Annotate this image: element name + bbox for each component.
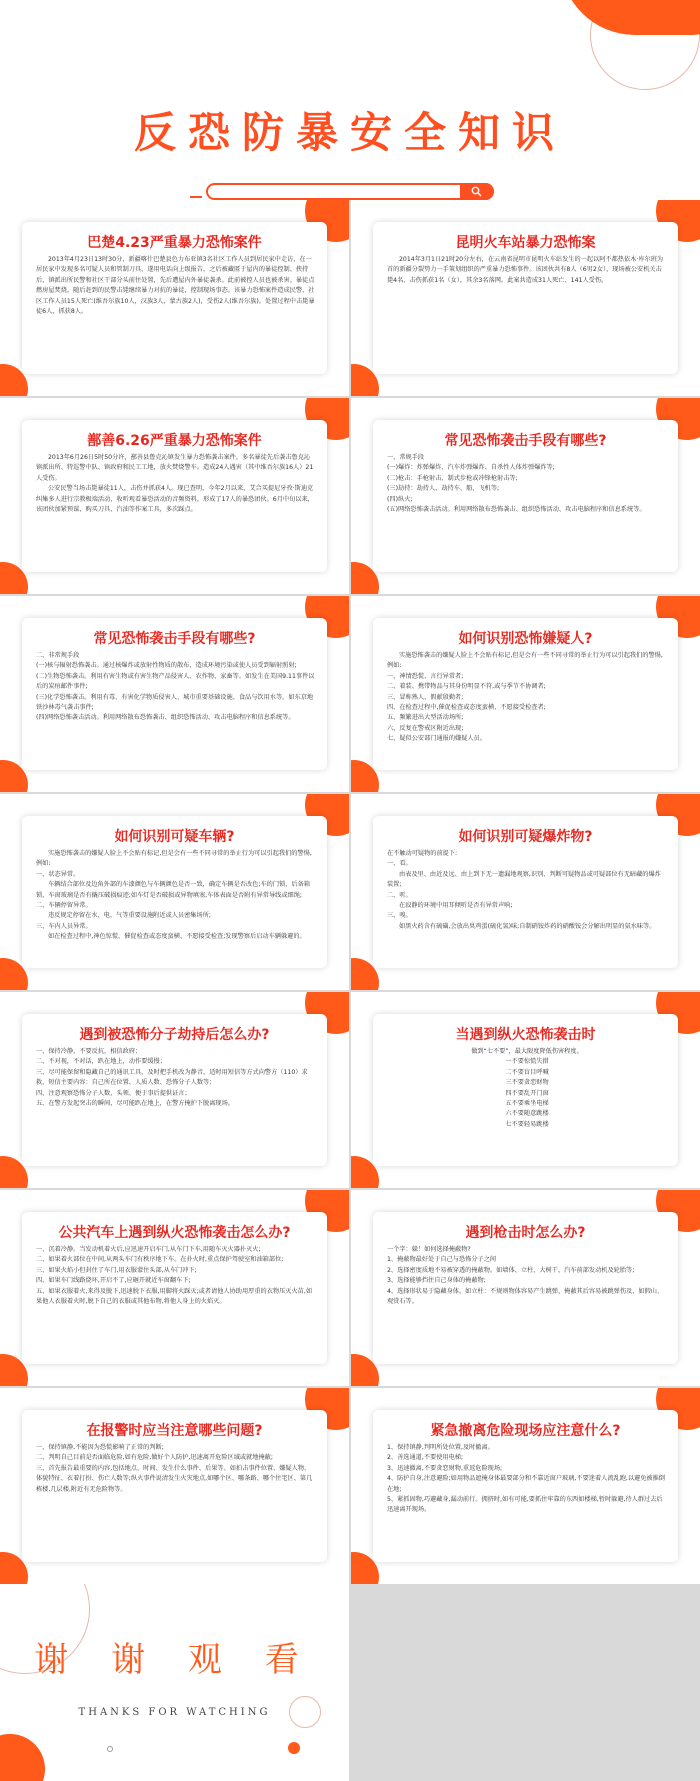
body-line: 六不要随意跳楼 (505, 1110, 549, 1118)
body-line: 如在检查过程中,神色惊慌、催促检查或态度蛮横、不愿接受检查;发现警察后启动车辆躲避的。 (48, 933, 306, 941)
slide-title: 常见恐怖袭击手段有哪些? (444, 433, 607, 449)
body-line: 公安民警当场击毙暴徒11人，击伤并抓获4人。现已查明，今年2月以来，艾合买提尼牙孜·斯迪克纠集多人进行宗教极端活动，收听观看暴恐活动的音频资料，形成了17人的暴恐团伙。6月中旬以来，该团伙加紧预谋，购买刀具、汽油等作案工具，多次踩点。 (36, 485, 314, 514)
body-line: 七、疑似公安部门通报的嫌疑人员。 (387, 735, 486, 743)
decorative-ring-small (107, 1746, 113, 1752)
body-line: 一、神情恐慌、言行异常者; (387, 672, 464, 680)
slide-8 (351, 794, 700, 990)
body-line: 一不要惊慌失措 (505, 1058, 549, 1066)
slide-body (36, 453, 316, 515)
body-line: (二)生物恐怖袭击。利用有害生物或有害生物产品侵害人、农作物、家畜等。如发生在美国9.11事件以后的炭疽邮件事件; (36, 672, 315, 691)
body-line: 实施恐怖袭击的嫌疑人脸上不会贴有标记,但是会有一些不同寻常的举止行为可以引起我们的警惕,例如: (36, 850, 312, 868)
body-line: 二、听。 (387, 891, 412, 899)
body-line: 4、防护自身,注意避险;如用物品遮掩身体最要部分和不靠近窗户玻璃,不要迷着人流乱跑,以避免被推倒在地; (387, 1475, 665, 1493)
slide-body (387, 849, 667, 932)
body-line: 由表及里、由近及远、由上到下无一遗漏地观察,识别、判断可疑物品或可疑部位有无暗藏的爆炸装置; (387, 870, 661, 889)
body-line: 2013年6月26日5时50分许，鄯善县鲁克沁镇发生暴力恐怖袭击案件，多名暴徒先后袭击鲁克沁镇派出所、特巡警中队、镇政府和民工工地，放火焚烧警车。造成24人遇害（其中维吾尔族16人）21人受伤。 (36, 454, 314, 482)
body-line: 三、尽可能保留和隐藏自己的通讯工具，及时把手机改为静音，适时用短信等方式向警方（110）求救，短信主要内容：自己所在位置、人质人数、恐怖分子人数等； (36, 1068, 308, 1087)
slide-body (36, 1245, 316, 1307)
slide-body (387, 1245, 667, 1307)
body-line: (一)爆炸：炸弹爆炸、汽车炸弹爆炸、自杀性人体炸弹爆炸等; (387, 464, 555, 472)
slide-9 (0, 992, 349, 1188)
cover-slide (0, 0, 700, 200)
body-line: 1、掩蔽物最好处于自己与恐怖分子之间 (387, 1256, 497, 1264)
slide-6 (351, 596, 700, 792)
final-slide (0, 1584, 349, 1781)
slide-11 (0, 1190, 349, 1386)
body-line: 一、保持镇静,不能因为恐慌影响了正常的判断; (36, 1444, 164, 1451)
body-line: 五不要乘坐电梯 (505, 1100, 549, 1108)
body-line: 二、着装、携带物品与其身份明显不符,或与季节不协调者; (387, 683, 546, 691)
slide-title: 鄯善6.26严重暴力恐怖案件 (87, 433, 262, 449)
decorative-dash (190, 196, 202, 198)
body-line: (五)网络恐怖袭击活动。利用网络散布恐怖袭击、组织恐怖活动、攻击电脑程序和信息系统等。 (387, 506, 646, 514)
slide-10 (351, 992, 700, 1188)
decorative-blob (0, 1734, 45, 1781)
body-line: 2014年3月1日21时20分左右，在云南省昆明市昆明火车站发生的一起以阿不都热依木·库尔班为首的新疆分裂势力一手策划组织的严重暴力恐怖事件。该团伙共有8人（6男2女），现场被公安机关击毙4名、击伤抓获1名（女），其余3名落网。此案共造成31人死亡、141人受伤。 (387, 256, 664, 284)
slide-title: 昆明火车站暴力恐怖案 (455, 235, 596, 251)
slide-3 (0, 398, 349, 594)
slide-body (387, 453, 667, 515)
slide-body (36, 255, 316, 317)
slide-12 (351, 1190, 700, 1386)
slide-2 (351, 200, 700, 396)
body-line: 三不要贪恋财物 (505, 1079, 549, 1087)
body-line: (一)核与辐射恐怖袭击。通过核爆炸或放射性物质的散布，造成环境污染或使人员受到辐射照射; (36, 662, 297, 670)
body-line: 二、判明自己目前是否面临危险,如有危险,做好个人防护,迅速离开危险区域或就地掩蔽; (36, 1454, 273, 1462)
body-line: (三)劫持：劫持人、劫持车、船、飞机等; (387, 485, 500, 493)
body-line: 三、冒称熟人、假献殷勤者; (387, 693, 464, 701)
body-line: 五、在警方发起突击的瞬间，尽可能趴在地上，在警方掩护下脱离现场。 (36, 1100, 234, 1108)
slide-title: 巴楚4.23严重暴力恐怖案件 (87, 235, 262, 251)
decorative-dot (288, 1742, 300, 1754)
thanks-title: 谢 谢 观 看 (34, 1640, 315, 1680)
thanks-subtitle: THANKS FOR WATCHING (78, 1707, 271, 1718)
body-line: 一、状态异常。 (36, 870, 80, 878)
body-line: 车辆结合部位及边角外部的车漆颜色与车辆颜色是否一致，确定车辆是否改色;车的门锁、后备箱锁、车窗玻璃是否有撬压破损痕迹;如车灯是否破损或异物填塞,车体表面是否附有异常导线或细绳; (36, 881, 310, 899)
slide-title: 如何识别可疑车辆? (114, 829, 235, 845)
body-line: 四、如果车门线路烧坏,开启不了,应砸开就近车窗翻车下; (36, 1277, 191, 1285)
decorative-blob (560, 0, 700, 35)
slide-13 (0, 1388, 349, 1584)
body-line: 六、反复在警戒区附近出现; (387, 724, 464, 732)
slide-title: 遇到被恐怖分子劫持后怎么办? (79, 1027, 270, 1043)
body-line: 四不要乱开门窗 (505, 1089, 549, 1097)
slide-title: 如何识别恐怖嫌疑人? (458, 631, 593, 647)
slide-body (36, 651, 316, 724)
body-line: 二、不对视，不对话，趴在地上，动作要缓慢； (36, 1058, 166, 1066)
slide-body (36, 1443, 316, 1495)
slide-title: 常见恐怖袭击手段有哪些? (93, 631, 256, 647)
body-line: 1、保持镇静,判明所处位置,及时撤离。 (387, 1444, 494, 1451)
body-line: 如黑火药含有硫磺,会放出臭鸡蛋(硫化氢)味;自制硝铵炸药的硝酸铵会分解出明显的氨水味等。 (399, 922, 656, 930)
body-line: 在寂静的环境中用耳倾听是否有异常声响; (399, 902, 513, 910)
body-line: 3、迅速撤离,不要贪恋财物,重返危险现场; (387, 1464, 503, 1472)
slide-title: 如何识别可疑爆炸物? (458, 829, 593, 845)
body-line: 3、选择能够挡住自己身体的掩蔽物; (387, 1277, 486, 1285)
body-line: 一、沉着冷静。当发动机着火后,应迅速开启车门,从车门下车,用随车灭火器扑灭火; (36, 1246, 261, 1253)
body-line: 二、车辆停留异常。 (36, 902, 92, 910)
body-line: 违反规定停留在水、电、气等重要设施附近或人员密集场所; (48, 912, 211, 920)
body-line: 二不要盲目呼喊 (505, 1068, 549, 1076)
cover-title: 反恐防暴安全知识 (133, 108, 566, 157)
body-line: 五、如果衣服着火,来得及脱下,迅速脱下衣服,用脚将火踩灭;或者请他人协助用厚重的衣物压灭火苗,如果他人衣服着火时,脱下自己的衣服或其他布物,将他人身上的火焰灭。 (36, 1287, 313, 1306)
body-line: 四、在检查过程中,催促检查或态度蛮横、不愿接受检查者; (387, 704, 546, 712)
body-line: 一、常规手段 (387, 454, 425, 461)
slide-title: 遇到枪击时怎么办? (465, 1225, 586, 1241)
slide-body (387, 1047, 667, 1130)
body-line: 做到“七不要”，最大限度降低伤害程度。 (471, 1048, 583, 1055)
body-line: 实施恐怖袭击的嫌疑人脸上不会贴有标记,但是会有一些不同寻常的举止行为可以引起我们的警惕,例如: (387, 652, 663, 670)
slide-title: 当遇到纵火恐怖袭击时 (455, 1027, 596, 1043)
body-line: 五、频繁进出大型活动场所; (387, 714, 464, 722)
body-line: 4、选择形状易于隐藏身体，如立柱：不规则物体容易产生跳弹，掩蔽其后容易被跳弹伤及，如假山、观赏石等。 (387, 1287, 664, 1306)
slide-body (387, 651, 667, 745)
slide-body (387, 255, 667, 286)
slide-body (36, 849, 316, 943)
body-line: 一、保持冷静，不要反抗，相信政府； (36, 1048, 142, 1055)
search-icon (471, 186, 482, 197)
search-bar (206, 183, 494, 200)
slide-5 (0, 596, 349, 792)
slide-title: 在报警时应当注意哪些问题? (86, 1423, 263, 1439)
slide-7 (0, 794, 349, 990)
search-button (460, 183, 494, 200)
body-line: 四、注意观察恐怖分子人数、头领、便于事后提供证言； (36, 1089, 191, 1097)
body-line: 三、如果火焰小但封住了车门,用衣服蒙住头部,从车门冲下; (36, 1266, 197, 1274)
body-line: 5、紧抓固物,巧避藏身,漏动前行。拥挤时,如有可能,要抓住牢靠的东西如楼梯,暂时躲避,待人群过去后迅速离开现场。 (387, 1496, 663, 1514)
body-line: 二、如果着火部位在中间,从两头车门有秩序地下车。在扑火时,重点保护驾驶室和油箱部位; (36, 1256, 284, 1264)
body-line: 2、善选通道,不要使用电梯; (387, 1454, 464, 1462)
body-line: 三、首先报告最重要的内容,包括地点、时间、发生什么事件、后果等。如拍击事件位置、嫌疑人物、体貌特征、衣着打扮、伤亡人数等;纵火事件说清发生火灾地点,如哪个区、哪条路、哪个住宅区、第几栋楼,几层楼,附近有无危险物等。 (36, 1464, 313, 1493)
slide-body (36, 1047, 316, 1109)
slide-title: 公共汽车上遇到纵火恐怖袭击怎么办? (58, 1225, 291, 1241)
body-line: (二)枪击：手枪射击、制式步枪或冲锋枪射击等; (387, 474, 518, 482)
body-line: 二、非常规手段 (36, 652, 80, 659)
body-line: 2013年4月23日13时30分，新疆喀什巴楚县色力布亚镇3名社区工作人员到居民家中走访，在一居民家中发现多名可疑人员和管制刀具，遂用电话向上级报告，之后被藏匿于屋内的暴徒控制、挟持后，镇派出所民警和社区干部分头前往处置，先后遭屋内外暴徒袭杀。此前被控人员也被杀害。暴徒点燃房屋焚烧。随后赶到的民警击毙继续暴力对抗的暴徒，控制现场事态。该暴力恐怖案件造成民警、社区工作人员15人死亡(维吾尔族10人，汉族3人，蒙古族2人)，受伤2人(维吾尔族)。处置过程中击毙暴徒6人，抓获8人。 (36, 256, 315, 316)
body-line: 2、选择密度质地不易被穿透的掩蔽物。如墙体、立柱、大树干，汽车前部发动机及轮胎等; (387, 1266, 635, 1274)
slide-14 (351, 1388, 700, 1584)
body-line: 七不要轻易跳楼 (505, 1120, 549, 1128)
body-line: 三、车内人员异常。 (36, 922, 92, 930)
body-line: (三)化学恐怖袭击。利用有毒、有害化学物质侵害人、城市重要基础设施、食品与饮用水等。如东京地铁沙林毒气袭击事件; (36, 693, 314, 712)
body-line: 在不触动可疑物的前提下: (387, 850, 458, 857)
slide-body (387, 1443, 667, 1516)
body-line: (四)纵火; (387, 495, 413, 503)
body-line: 一、看。 (387, 860, 412, 868)
slide-4 (351, 398, 700, 594)
body-line: 三、嗅。 (387, 912, 412, 920)
slide-1 (0, 200, 349, 396)
body-line: (四)网络恐怖袭击活动。利用网络散布恐怖袭击、组织恐怖活动、攻击电脑程序和信息系统等。 (36, 714, 295, 722)
body-line: 一个字：躲！如何选择掩蔽物? (387, 1246, 471, 1253)
slide-title: 紧急撤离危险现场应注意什么? (430, 1423, 621, 1439)
